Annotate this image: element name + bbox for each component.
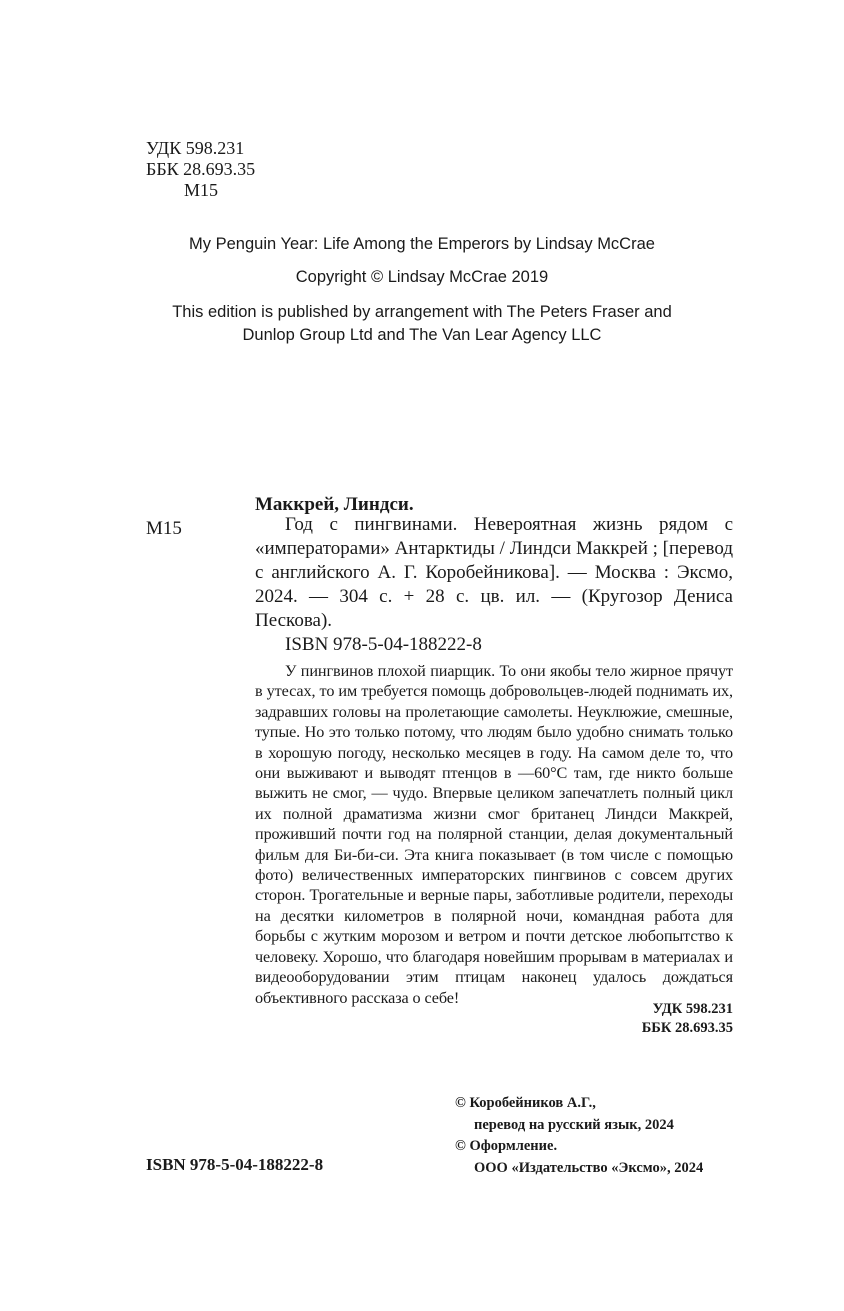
copyright-block	[455, 1093, 733, 1179]
original-copyright: Copyright © Lindsay McCrae 2019	[295, 268, 549, 286]
edition-notice	[0, 301, 844, 347]
record-author-mark: М15	[146, 518, 182, 539]
annotation-udk: УДК 598.231	[652, 1001, 733, 1017]
author-mark: М15	[184, 180, 219, 200]
annotation-bbk: ББК 28.693.35	[641, 1020, 733, 1036]
record-description: Год с пингвинами. Невероятная жизнь рядом с «императорами» Антарктиды / Линдси Маккрей ; [перевод с английского А. Г. Коробейникова]. — Москва : Эксмо, 2024. — 304 с. + 28 с. цв. ил. — (Кругозор Дениса Пескова).	[255, 514, 733, 631]
record-isbn: ISBN 978-5-04-188222-8	[285, 634, 482, 655]
design-copyright-detail: ООО «Издательство «Эксмо», 2024	[474, 1159, 704, 1176]
annotation-text: У пингвинов плохой пиарщик. То они якобы тело жирное прячут в утесах, то им требуется помощь добровольцев-людей поднимать их, задравших головы на пролетающие самолеты. Неуклюжие, смешные, тупые. Но это только потому, что людям было удобно снимать только в хорошую погоду, несколько месяцев в году. На самом деле то, что они выживают и выводят птенцов в —60°С там, где никто больше выжить не смог, — чудо. Впервые целиком запечатлеть полный цикл их полной драматизма жизни смог британец Линдси Маккрей, проживший почти год на полярной станции, делая документальный фильм для Би-би-си. Эта книга показывает (в том числе с помощью фото) величественных императорских пингвинов с совсем других сторон. Трогательные и верные пары, заботливые родители, переходы на десятки километров в полярной ночи, командная работа для борьбы с жутким морозом и ветром и почти детское любопытство к человеку. Хорошо, что благодаря новейшим прорывам в материалах и видеооборудовании этим птицам наконец удалось дождаться объективного рассказа о себе!	[255, 662, 733, 1007]
annotation-codes	[642, 1000, 733, 1038]
edition-notice-line-1: This edition is published by arrangement with The Peters Fraser and	[172, 303, 672, 321]
udk-code: УДК 598.231	[146, 138, 245, 158]
classification-codes	[146, 138, 255, 201]
bbk-code: ББК 28.693.35	[146, 159, 256, 179]
design-copyright: © Оформление.	[455, 1138, 558, 1154]
translation-copyright: © Коробейников А.Г.,	[455, 1095, 596, 1111]
edition-notice-line-2: Dunlop Group Ltd and The Van Lear Agency LLC	[242, 326, 602, 344]
bottom-isbn: ISBN 978-5-04-188222-8	[146, 1155, 324, 1174]
original-title: My Penguin Year: Life Among the Emperors by Lindsay McCrae	[189, 235, 655, 253]
translation-copyright-detail: перевод на русский язык, 2024	[474, 1116, 674, 1133]
record-author: Маккрей, Линдси.	[255, 494, 414, 515]
